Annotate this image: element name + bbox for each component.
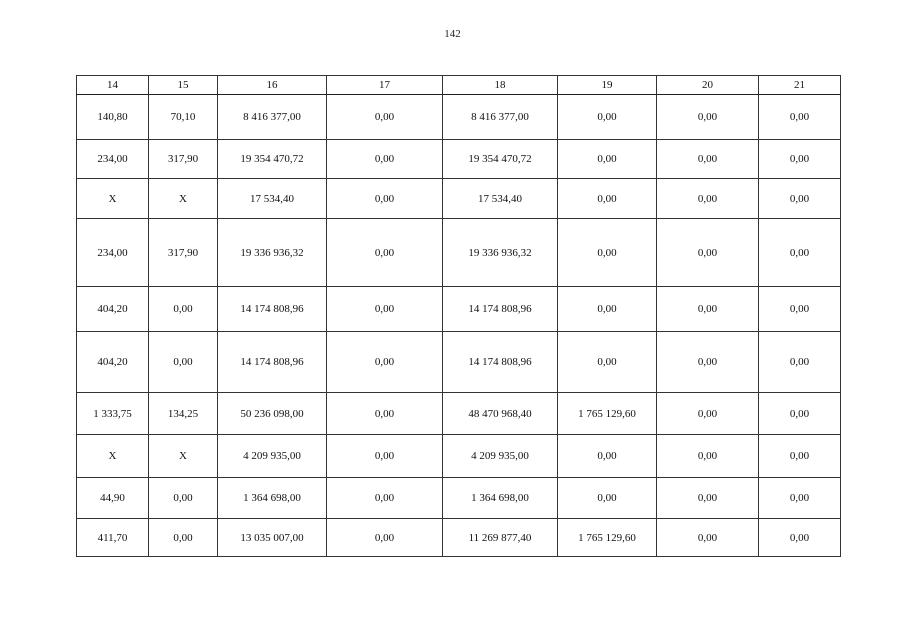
table-cell: 0,00 bbox=[149, 332, 218, 393]
table-cell: 234,00 bbox=[77, 219, 149, 287]
table-cell: 0,00 bbox=[759, 519, 841, 557]
column-header: 21 bbox=[759, 76, 841, 95]
table-cell: 48 470 968,40 bbox=[443, 393, 558, 435]
table-cell: X bbox=[77, 179, 149, 219]
table-cell: 11 269 877,40 bbox=[443, 519, 558, 557]
table-cell: 0,00 bbox=[759, 332, 841, 393]
table-row bbox=[77, 332, 841, 393]
table-cell: 19 354 470,72 bbox=[443, 140, 558, 179]
table-cell: 134,25 bbox=[149, 393, 218, 435]
table-row bbox=[77, 140, 841, 179]
column-header: 16 bbox=[218, 76, 327, 95]
table-cell: 0,00 bbox=[759, 287, 841, 332]
table-cell: 404,20 bbox=[77, 287, 149, 332]
table-cell: 4 209 935,00 bbox=[218, 435, 327, 478]
table-cell: 0,00 bbox=[657, 519, 759, 557]
table-body bbox=[77, 95, 841, 557]
table-cell: 1 765 129,60 bbox=[558, 519, 657, 557]
table-cell: 0,00 bbox=[759, 179, 841, 219]
table-cell: 0,00 bbox=[759, 219, 841, 287]
table-cell: 0,00 bbox=[558, 332, 657, 393]
table-cell: 0,00 bbox=[327, 478, 443, 519]
table-cell: 0,00 bbox=[657, 393, 759, 435]
column-header: 14 bbox=[77, 76, 149, 95]
table-cell: 0,00 bbox=[759, 140, 841, 179]
table-cell: 8 416 377,00 bbox=[218, 95, 327, 140]
table-cell: 0,00 bbox=[759, 478, 841, 519]
table-cell: 1 364 698,00 bbox=[218, 478, 327, 519]
table-cell: 0,00 bbox=[657, 140, 759, 179]
table-cell: 140,80 bbox=[77, 95, 149, 140]
table-row bbox=[77, 478, 841, 519]
table-row bbox=[77, 219, 841, 287]
table-row bbox=[77, 435, 841, 478]
table-cell: 0,00 bbox=[558, 95, 657, 140]
column-header: 19 bbox=[558, 76, 657, 95]
table-cell: 234,00 bbox=[77, 140, 149, 179]
table-cell: 0,00 bbox=[327, 519, 443, 557]
table-cell: 4 209 935,00 bbox=[443, 435, 558, 478]
table-cell: 0,00 bbox=[657, 219, 759, 287]
table-cell: 1 364 698,00 bbox=[443, 478, 558, 519]
table-row bbox=[77, 179, 841, 219]
column-header: 20 bbox=[657, 76, 759, 95]
table-cell: 0,00 bbox=[327, 393, 443, 435]
data-table bbox=[76, 75, 841, 557]
table-cell: 14 174 808,96 bbox=[443, 332, 558, 393]
table-cell: 411,70 bbox=[77, 519, 149, 557]
table-header-row bbox=[77, 76, 841, 95]
table-row bbox=[77, 393, 841, 435]
table-cell: 0,00 bbox=[149, 478, 218, 519]
table-cell: X bbox=[149, 435, 218, 478]
table-cell: X bbox=[149, 179, 218, 219]
table-cell: 0,00 bbox=[657, 95, 759, 140]
page-number: 142 bbox=[444, 28, 461, 40]
table-cell: 14 174 808,96 bbox=[218, 287, 327, 332]
table-cell: 0,00 bbox=[558, 478, 657, 519]
table-cell: 44,90 bbox=[77, 478, 149, 519]
table-cell: 14 174 808,96 bbox=[443, 287, 558, 332]
table-cell: 0,00 bbox=[327, 179, 443, 219]
table-cell: 19 354 470,72 bbox=[218, 140, 327, 179]
table-cell: 0,00 bbox=[657, 287, 759, 332]
table-cell: 0,00 bbox=[657, 435, 759, 478]
table-cell: 50 236 098,00 bbox=[218, 393, 327, 435]
table-cell: 0,00 bbox=[558, 140, 657, 179]
table-cell: 0,00 bbox=[327, 287, 443, 332]
table-cell: 14 174 808,96 bbox=[218, 332, 327, 393]
table-cell: 0,00 bbox=[657, 332, 759, 393]
table-cell: 8 416 377,00 bbox=[443, 95, 558, 140]
table-cell: 0,00 bbox=[327, 140, 443, 179]
table-cell: 0,00 bbox=[327, 95, 443, 140]
table-cell: 0,00 bbox=[149, 287, 218, 332]
table-cell: 0,00 bbox=[759, 393, 841, 435]
table-cell: 1 765 129,60 bbox=[558, 393, 657, 435]
table-cell: 70,10 bbox=[149, 95, 218, 140]
table-cell: 0,00 bbox=[327, 219, 443, 287]
table-cell: 317,90 bbox=[149, 219, 218, 287]
column-header: 17 bbox=[327, 76, 443, 95]
table-cell: 19 336 936,32 bbox=[218, 219, 327, 287]
table-cell: 1 333,75 bbox=[77, 393, 149, 435]
table-cell: 13 035 007,00 bbox=[218, 519, 327, 557]
table-cell: 0,00 bbox=[327, 332, 443, 393]
table-cell: X bbox=[77, 435, 149, 478]
table-cell: 0,00 bbox=[558, 179, 657, 219]
table-cell: 0,00 bbox=[558, 219, 657, 287]
table-cell: 0,00 bbox=[759, 435, 841, 478]
table-cell: 0,00 bbox=[558, 435, 657, 478]
table-row bbox=[77, 287, 841, 332]
table-row bbox=[77, 95, 841, 140]
table-cell: 17 534,40 bbox=[443, 179, 558, 219]
table-cell: 0,00 bbox=[657, 478, 759, 519]
table-row bbox=[77, 519, 841, 557]
table-cell: 317,90 bbox=[149, 140, 218, 179]
table-cell: 0,00 bbox=[759, 95, 841, 140]
column-header: 18 bbox=[443, 76, 558, 95]
table-cell: 17 534,40 bbox=[218, 179, 327, 219]
table-cell: 0,00 bbox=[558, 287, 657, 332]
data-table-container bbox=[76, 75, 840, 557]
table-cell: 0,00 bbox=[657, 179, 759, 219]
table-cell: 404,20 bbox=[77, 332, 149, 393]
table-cell: 0,00 bbox=[327, 435, 443, 478]
table-cell: 19 336 936,32 bbox=[443, 219, 558, 287]
column-header: 15 bbox=[149, 76, 218, 95]
table-cell: 0,00 bbox=[149, 519, 218, 557]
